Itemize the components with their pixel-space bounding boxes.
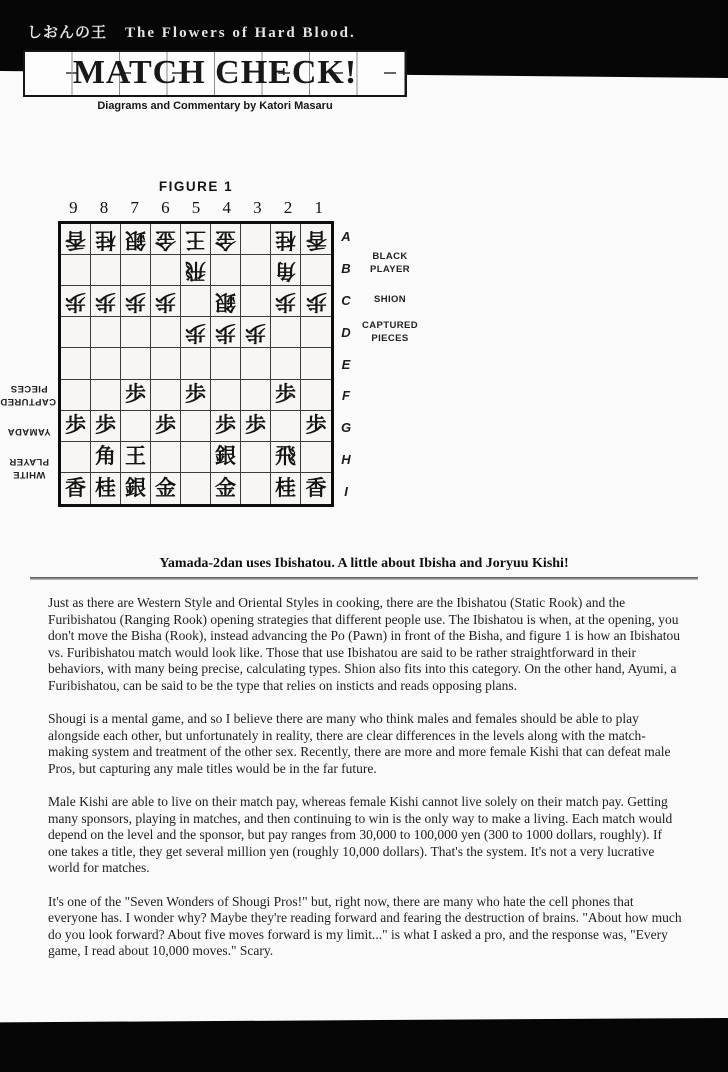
black-captured-label xyxy=(357,319,423,345)
black-player-label-line: PLAYER xyxy=(369,264,411,275)
board-cell xyxy=(271,442,301,473)
shogi-piece: 金 xyxy=(215,475,236,500)
article-paragraph: Male Kishi are able to live on their match pay, whereas female Kishi cannot live solely on their match pay. Getting many sponsors, playing in matches, and then continuing to win is the only way to make a living. Each match would depend on the level and the sponsor, but pay ranges from 30,000 to 100,000 yen (300 to 1000 dollars, roughly). If one takes a title, they get several million yen (roughly 10,000 dollars). That's the system. It's not a very lucrative world for matches. xyxy=(48,794,673,875)
board-cell xyxy=(151,348,181,379)
board-cell xyxy=(181,348,211,379)
board-cell xyxy=(181,255,211,286)
shogi-piece: 金 xyxy=(155,227,176,252)
board-cell xyxy=(211,224,241,255)
column-number: 3 xyxy=(253,198,262,217)
white-player-label xyxy=(2,455,56,481)
row-letter: D xyxy=(341,324,351,340)
shogi-piece: 角 xyxy=(275,258,296,283)
board-cell xyxy=(211,317,241,348)
bottom-banner xyxy=(0,1018,728,1072)
board-cell xyxy=(61,411,91,442)
board-cell xyxy=(181,411,211,442)
board-cell xyxy=(91,255,121,286)
board-cell xyxy=(151,380,181,411)
board-cell xyxy=(181,442,211,473)
board-cell xyxy=(301,442,331,473)
column-number: 2 xyxy=(283,198,293,217)
series-title-english: The Flowers of Hard Blood. xyxy=(125,25,356,41)
board-cell xyxy=(151,317,181,348)
row-letter: A xyxy=(341,229,351,245)
board-cell xyxy=(271,348,301,379)
row-letter: G xyxy=(340,420,352,436)
shogi-piece: 銀 xyxy=(125,475,146,500)
board-cell xyxy=(91,348,121,379)
shogi-piece: 桂 xyxy=(95,227,116,252)
series-title xyxy=(27,21,356,42)
board-cell xyxy=(211,286,241,317)
board-cell xyxy=(121,286,151,317)
column-number: 7 xyxy=(130,198,139,217)
board-cell xyxy=(121,380,151,411)
board-cell xyxy=(151,286,181,317)
board-cell xyxy=(241,442,271,473)
board-cell xyxy=(241,317,271,348)
board-cell xyxy=(241,224,271,255)
heading-divider xyxy=(30,577,698,580)
white-player-name: YAMADA xyxy=(7,426,51,437)
row-letter: B xyxy=(341,261,351,277)
board-cell xyxy=(151,411,181,442)
black-player-name: SHION xyxy=(373,294,407,305)
shogi-piece: 歩 xyxy=(65,413,86,438)
shogi-piece: 金 xyxy=(155,475,176,500)
board-cell xyxy=(211,442,241,473)
white-player-label-line: PLAYER xyxy=(8,456,50,467)
board-cell xyxy=(61,473,91,504)
shogi-piece: 歩 xyxy=(95,289,116,314)
shogi-piece: 桂 xyxy=(275,475,296,500)
match-check-panel xyxy=(23,50,407,97)
board-cell xyxy=(61,442,91,473)
board-cell xyxy=(181,317,211,348)
article-paragraph: Shougi is a mental game, and so I believe there are many who think males and females should be able to play alongside each other, but unfortunately in reality, there are clear differences in the levels along with the match-making system and treatment of the other sex. Recently, there are more and more female Kishi that can defeat male Pros, but capturing any male titles would be in the far future. xyxy=(48,711,671,776)
board-cell xyxy=(301,348,331,379)
shogi-piece: 王 xyxy=(185,227,206,252)
board-cell xyxy=(91,317,121,348)
board-cell xyxy=(181,380,211,411)
shogi-piece: 桂 xyxy=(95,475,116,500)
shogi-piece: 香 xyxy=(65,227,86,252)
board-cell xyxy=(301,255,331,286)
board-cell xyxy=(91,442,121,473)
shogi-piece: 歩 xyxy=(185,320,206,345)
credit-line: Diagrams and Commentary by Katori Masaru xyxy=(97,100,333,112)
shogi-piece: 歩 xyxy=(185,382,206,407)
shogi-piece: 銀 xyxy=(215,289,236,314)
shogi-piece: 飛 xyxy=(185,258,206,283)
board-cell xyxy=(121,473,151,504)
panel-title: MATCH CHECK! xyxy=(72,53,358,91)
board-cell xyxy=(211,380,241,411)
board-cell xyxy=(271,224,301,255)
board-cell xyxy=(121,317,151,348)
white-player-labels-rotated xyxy=(2,382,56,481)
board-column-numbers xyxy=(58,198,334,218)
board-cell xyxy=(241,286,271,317)
column-number: 6 xyxy=(161,198,170,217)
black-captured-label-line: CAPTURED xyxy=(362,320,418,331)
shogi-piece: 歩 xyxy=(155,413,176,438)
shogi-board xyxy=(58,221,334,507)
shogi-piece: 香 xyxy=(305,475,327,500)
black-player-label xyxy=(357,250,423,276)
shogi-piece: 歩 xyxy=(125,289,146,314)
row-letter: F xyxy=(342,388,350,404)
black-captured-label-line: PIECES xyxy=(371,333,409,344)
board-cell xyxy=(241,255,271,286)
board-cell xyxy=(151,255,181,286)
shogi-piece: 歩 xyxy=(275,382,296,407)
shogi-piece: 歩 xyxy=(65,289,86,314)
board-cell xyxy=(241,411,271,442)
board-cell xyxy=(211,411,241,442)
board-cell xyxy=(181,286,211,317)
board-cell xyxy=(301,317,331,348)
figure-label: FIGURE 1 xyxy=(158,179,234,194)
board-row-letters xyxy=(339,221,353,507)
board-cell xyxy=(91,411,121,442)
board-cell xyxy=(271,255,301,286)
column-number: 1 xyxy=(314,198,323,217)
shogi-piece: 歩 xyxy=(245,320,266,345)
board-cell xyxy=(91,473,121,504)
board-cell xyxy=(91,224,121,255)
shogi-piece: 王 xyxy=(125,444,146,469)
board-cell xyxy=(61,224,91,255)
row-letter: H xyxy=(341,451,351,467)
shogi-piece: 桂 xyxy=(275,227,296,252)
white-captured-label-line: CAPTURED xyxy=(0,396,56,407)
shogi-piece: 銀 xyxy=(125,227,146,252)
board-cell xyxy=(301,411,331,442)
row-letter: E xyxy=(341,356,351,372)
white-captured-label-line: PIECES xyxy=(10,383,48,394)
board-cell xyxy=(271,286,301,317)
article-body xyxy=(48,595,682,977)
board-cell xyxy=(61,380,91,411)
board-cell xyxy=(61,255,91,286)
board-cell xyxy=(301,224,331,255)
shogi-piece: 金 xyxy=(215,227,236,252)
shogi-piece: 歩 xyxy=(305,413,327,438)
board-cell xyxy=(241,380,271,411)
board-cell xyxy=(61,286,91,317)
board-cell xyxy=(151,442,181,473)
board-cell xyxy=(121,411,151,442)
board-cell xyxy=(61,348,91,379)
board-cell xyxy=(91,380,121,411)
board-cell xyxy=(271,411,301,442)
board-cell xyxy=(151,224,181,255)
row-letter: C xyxy=(341,292,351,308)
shogi-piece: 歩 xyxy=(125,382,146,407)
shogi-piece: 歩 xyxy=(215,320,236,345)
shogi-piece: 飛 xyxy=(275,444,296,469)
board-cell xyxy=(301,286,331,317)
board-cell xyxy=(61,317,91,348)
board-cell xyxy=(121,442,151,473)
column-number: 5 xyxy=(191,198,201,217)
board-cell xyxy=(121,224,151,255)
article-heading: Yamada-2dan uses Ibishatou. A little about Ibisha and Joryuu Kishi! xyxy=(159,556,569,571)
shogi-piece: 角 xyxy=(95,444,116,469)
board-cell xyxy=(241,473,271,504)
board-cell xyxy=(301,473,331,504)
shogi-piece: 歩 xyxy=(155,289,176,314)
article-paragraph: Just as there are Western Style and Oriental Styles in cooking, there are the Ibishatou (Static Rook) and the Furibishatou (Ranging Rook) opening strategies that different people use. The Ibishatou is when, at the opening, you don't move the Bisha (Rook), instead advancing the Po (Pawn) in front of the Bisha, and figure 1 is how an Ibishatou vs. Furibishatou match would look like. Those that use Ibishatou are said to be rather straightforward in their behaviors, with many being precise, calculating types. Shion also fits into this category. On the other hand, Ayumi, a Furibishatou, can be said to be the type that relies on insticts and reads opposing plans. xyxy=(48,595,680,693)
shogi-piece: 歩 xyxy=(95,413,116,438)
shogi-piece: 歩 xyxy=(305,289,327,314)
shogi-piece: 銀 xyxy=(215,444,236,469)
board-cell xyxy=(91,286,121,317)
board-cell xyxy=(121,255,151,286)
column-number: 8 xyxy=(99,198,109,217)
white-captured-label xyxy=(2,382,56,408)
board-cell xyxy=(241,348,271,379)
shogi-piece: 歩 xyxy=(245,413,266,438)
board-cell xyxy=(211,473,241,504)
white-player-label-line: WHITE xyxy=(12,469,46,480)
black-player-label-line: BLACK xyxy=(372,251,408,262)
board-cell xyxy=(121,348,151,379)
column-number: 4 xyxy=(222,198,231,217)
board-cell xyxy=(271,473,301,504)
board-cell xyxy=(181,473,211,504)
board-cell xyxy=(301,380,331,411)
row-letter: I xyxy=(344,483,348,499)
board-cell xyxy=(271,317,301,348)
board-cell xyxy=(151,473,181,504)
shogi-piece: 歩 xyxy=(215,413,236,438)
board-cell xyxy=(211,348,241,379)
column-number: 9 xyxy=(69,198,78,217)
shogi-piece: 香 xyxy=(65,475,86,500)
board-cell xyxy=(181,224,211,255)
board-cell xyxy=(211,255,241,286)
shogi-piece: 香 xyxy=(305,227,327,252)
series-title-japanese: しおんの王 xyxy=(27,25,108,41)
article-paragraph: It's one of the "Seven Wonders of Shougi Pros!" but, right now, there are many who hate the cell phones that everyone has. I wonder why? Maybe they're reading forward and fearing the destruction of brains. "About how much do you look forward? About five moves forward is my limit..." is what I asked a pro, and the response was, "Every game, I read about 10,000 moves." Scary. xyxy=(48,893,682,958)
shogi-piece: 歩 xyxy=(275,289,296,314)
board-cell xyxy=(271,380,301,411)
